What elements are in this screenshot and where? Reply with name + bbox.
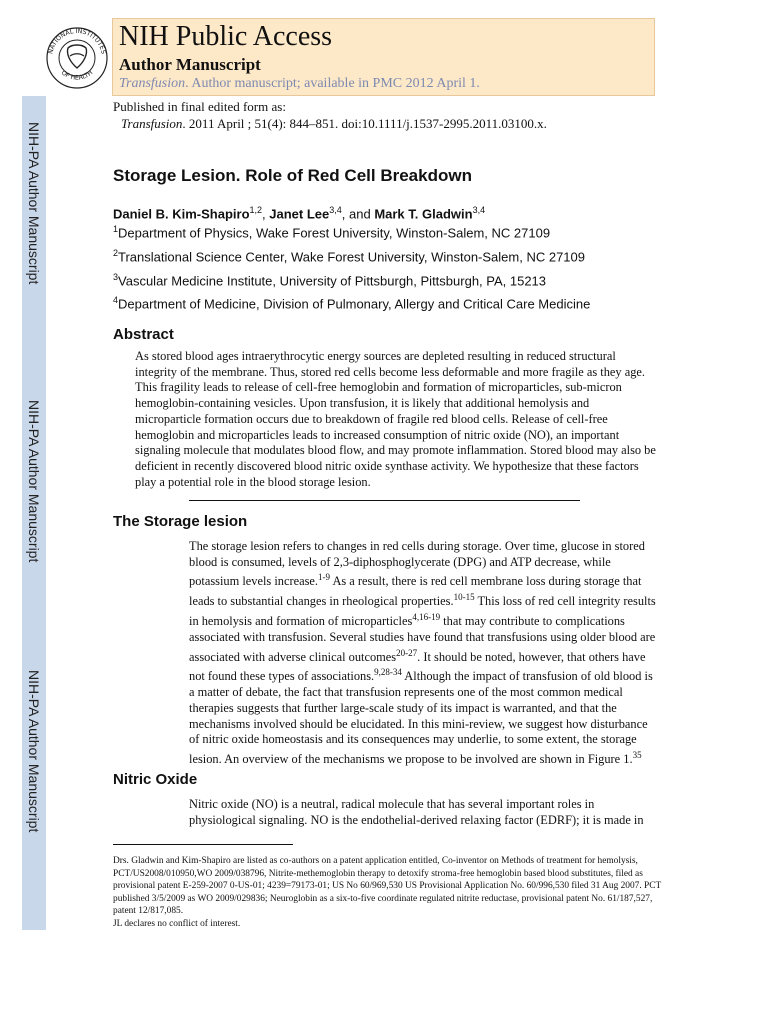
availability-note: Transfusion. Author manuscript; available in PMC 2012 April 1. xyxy=(119,76,480,91)
header-title: NIH Public Access xyxy=(119,21,333,52)
affiliation: $^4$Department of Medicine, Division of Pulmonary, Allergy and Critical Care Medicine xyxy=(113,295,591,312)
conflict-statement: JL declares no conflict of interest. xyxy=(113,919,241,929)
nih-logo xyxy=(44,18,110,94)
affiliation: $^3$Vascular Medicine Institute, University of Pittsburgh, Pittsburgh, PA, 15213 xyxy=(113,272,547,289)
sidebar-label-top: NIH-PA Author Manuscript xyxy=(26,121,42,285)
storage-lesion-heading: The Storage lesion xyxy=(113,513,248,530)
nitric-oxide-heading: Nitric Oxide xyxy=(113,771,198,788)
footnote-divider xyxy=(113,844,293,845)
abstract-text: As stored blood ages intraerythrocytic energy sources are depleted resulting in reduced structural integrity of the membrane. Thus, stored red cells become less deformable and more fragile as they age. This fragility leads to release of cell-free hemoglobin and formation of microparticles, sub-micron hemoglobin-containing vesicles. Upon transfusion, it is likely that additional hemolysis and microparticle formation occurs due to breakdown of fragile red blood cells. Release of cell-free hemoglobin and microparticles leads to increased consumption of nitric oxide (NO), an important signaling molecule that modulates blood flow, and may promote inflammation. Stored blood may also be deficient in recently discovered blood nitric oxide synthase activity. We hypothesize that these factors play a potential role in the blood storage lesion. xyxy=(135,349,656,489)
abstract-heading: Abstract xyxy=(113,326,174,343)
svg-text:OF HEALTH: OF HEALTH xyxy=(59,69,95,82)
abstract-divider xyxy=(189,500,580,501)
affiliation: $^2$Translational Science Center, Wake Forest University, Winston-Salem, NC 27109 xyxy=(113,248,585,265)
patent-disclosure: Drs. Gladwin and Kim-Shapiro are listed as co-authors on a patent application entitled, Co-inventor on Methods of treatment for hemolysis, PCT/US2008/010950,WO 2009/038796, Nitrite-methemoglobin therapy to detoxify stroma-free hemoglobin based blood substitutes, filed as provisional patent E-259-2007 0-US-01; 4239=79173-01; US No 60/969,530 US Provisional Application No. 60/996,530 filed 31 Aug 2007. PCT published 3/5/2009 as WO 2009/029836; Neuroglobin as a six-to-five coordinate regulated nitrite reductase, provisional patent No. 61/187,527, patent 12/817,085. xyxy=(113,856,662,917)
storage-lesion-text: The storage lesion refers to changes in red cells during storage. Over time, glucose in stored blood is consumed, levels of 2,3-diphosphoglycerate (DPG) and ATP decrease, while potassium levels increase.$^{1-9}$ As a result, there is red cell membrane loss during storage that leads to substantial changes in rheological properties.$^{10-15}$ This loss of red cell integrity results in hemolysis and formation of microparticles$^{4,16-19}$ that may contribute to complications associated with transfusion. Several studies have found that transfusions using older blood are associated with adverse clinical outcomes$^{20-27}$. It should be noted, however, that others have not found these types of associations.$^{9,28-34}$ Although the impact of transfusion of old blood is a matter of debate, the fact that transfusion represents one of the most common medical therapies suggests that further large-scale study of its impact is warranted, and that the mechanisms involved should be elucidated. In this mini-review, we suggest how disturbance of nitric oxide homeostasis and its consequences may underlie, to some extent, the storage lesion. An overview of the mechanisms we propose to be involved are shown in Figure 1.35 xyxy=(189,539,656,767)
nih-public-access-header xyxy=(112,18,655,96)
sidebar-label-bottom: NIH-PA Author Manuscript xyxy=(26,669,42,833)
sidebar-label-middle: NIH-PA Author Manuscript xyxy=(26,399,42,563)
citation: Transfusion. 2011 April ; 51(4): 844–851. doi:10.1111/j.1537-2995.2011.03100.x. xyxy=(121,116,547,131)
affiliation: $^1$Department of Physics, Wake Forest University, Winston-Salem, NC 27109 xyxy=(113,224,551,241)
author-list: Daniel B. Kim-Shapiro$^{1,2}$, Janet Lee$^{3,4}$, and Mark T. Gladwin$^{3,4}$ xyxy=(113,205,486,222)
header-subtitle: Author Manuscript xyxy=(119,55,261,74)
nitric-oxide-text: Nitric oxide (NO) is a neutral, radical molecule that has several important roles in physiological signaling. NO is the endothelial-derived relaxing factor (EDRF); it is made in xyxy=(189,797,644,827)
published-in: Published in final edited form as: Transfusion. 2011 April ; 51(4): 844–851. doi:10.1111/j.1537-2995.2011.03100.x. xyxy=(113,99,547,131)
article-title: Storage Lesion. Role of Red Cell Breakdown xyxy=(113,166,472,185)
svg-text:NATIONAL INSTITUTES: NATIONAL INSTITUTES xyxy=(47,27,107,55)
manuscript-sidebar xyxy=(22,96,46,930)
